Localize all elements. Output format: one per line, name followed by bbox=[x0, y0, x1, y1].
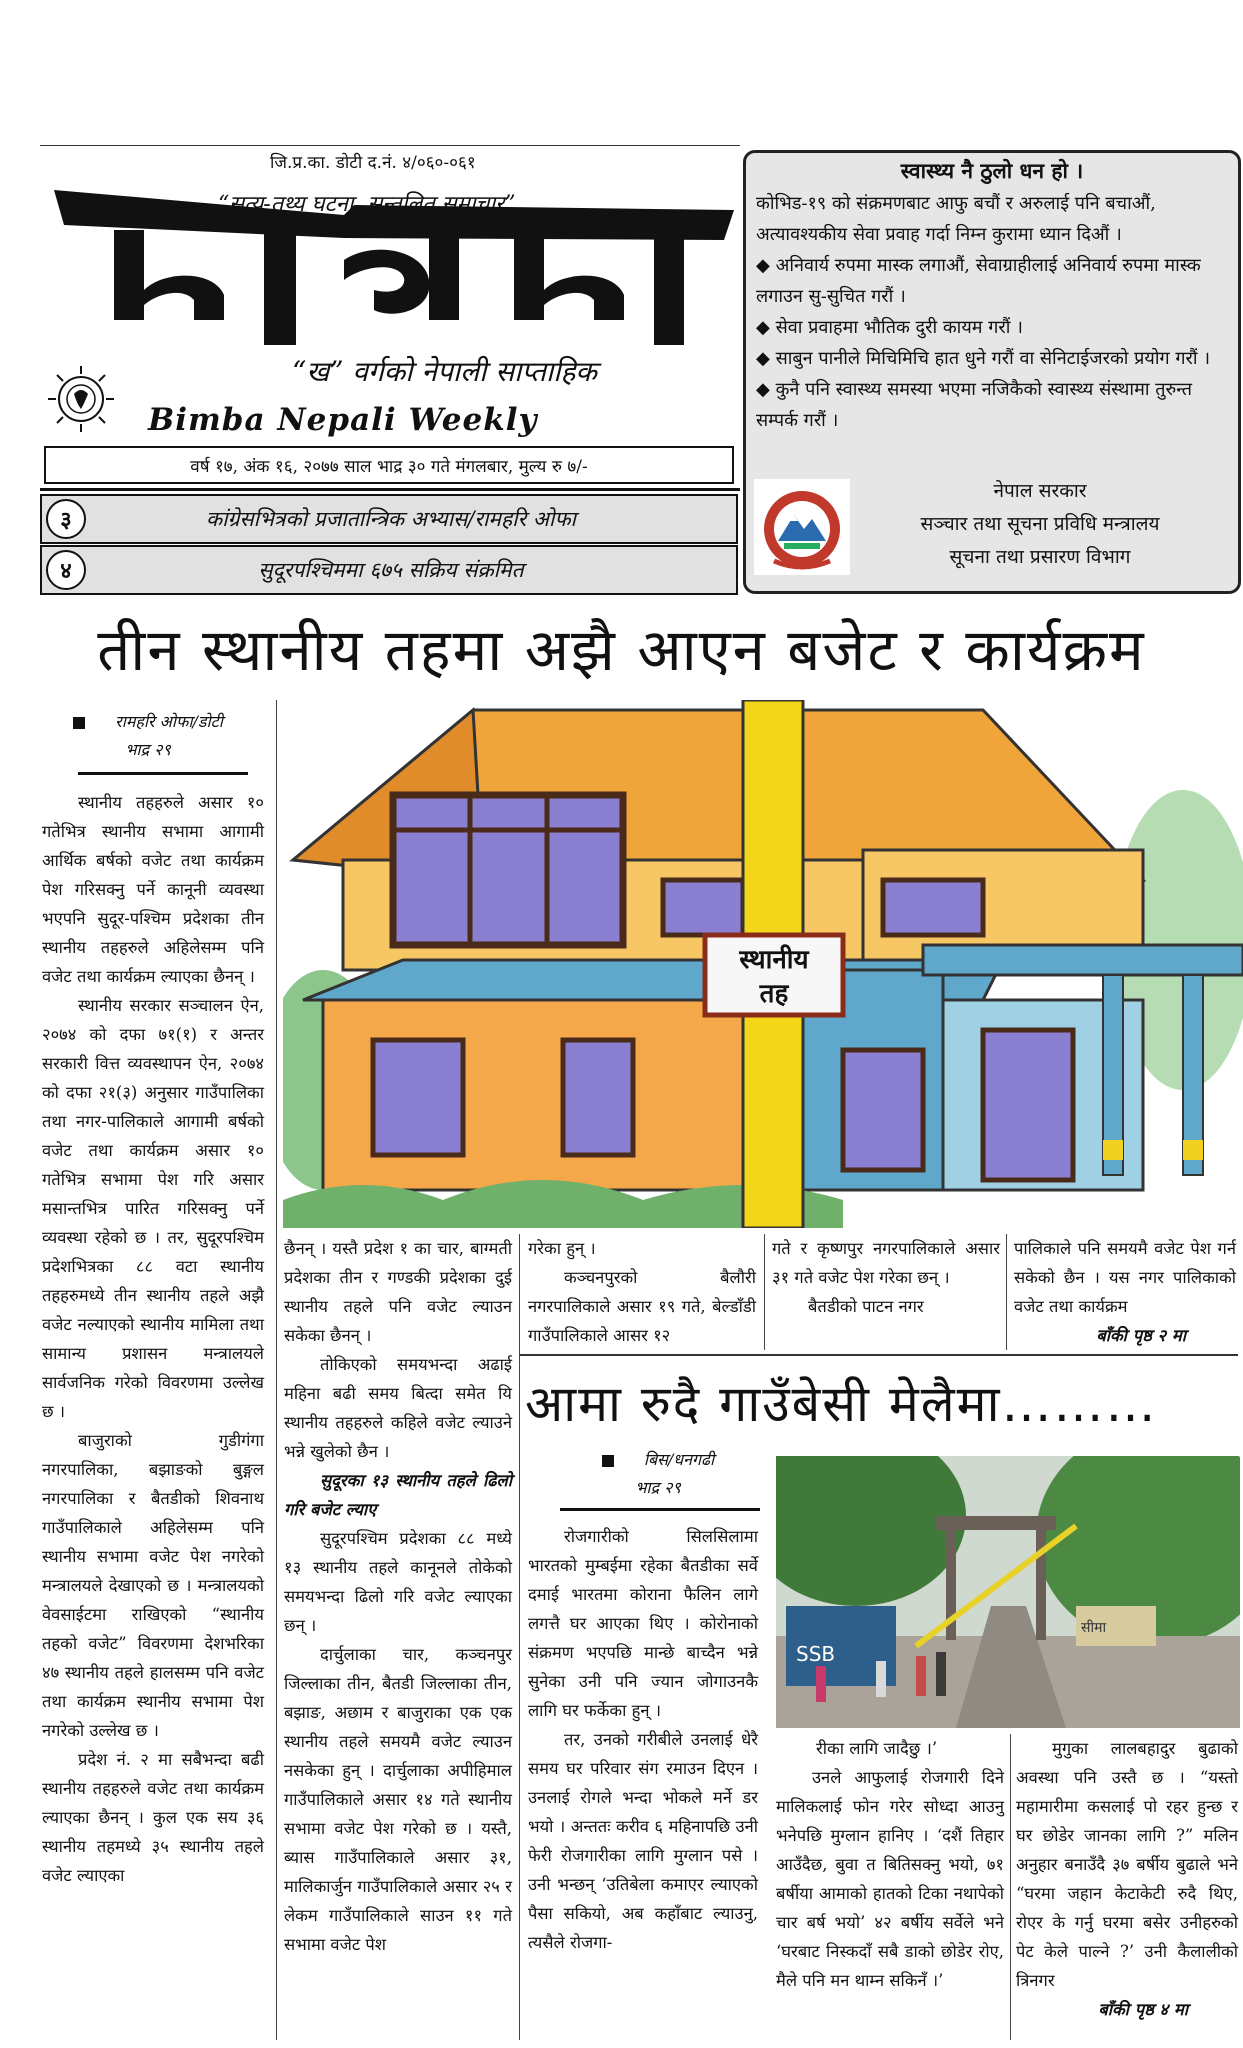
notice-footer bbox=[754, 475, 1230, 583]
column-rule bbox=[1006, 1234, 1007, 1350]
story2-column-2 bbox=[776, 1734, 1004, 1995]
byline-author: रामहरि ओफा/डोटी bbox=[115, 712, 223, 731]
paragraph: बाजुराको गुडीगंगा नगरपालिका, बझाङको बुङ्गल नगरपालिका र बैतडीको शिवनाथ गाउँपालिकाले अहिलेसम्म पनि स्थानीय सभामा वजेट पेश नगरेको मन्त्रालयले देखाएको छ । मन्त्रालयको वेवसाईटमा राखिएको “स्थानीय तहको वजेट” विवरणमा देशभरिका ४७ स्थानीय तहले हालसम्म पनि वजेट तथा कार्यक्रम स्थानीय सभामा पेश नगरेको उल्लेख छ । bbox=[42, 1431, 264, 1740]
continued-note: बाँकी पृष्ठ ४ मा bbox=[1098, 2000, 1188, 2019]
story1-column-5 bbox=[1014, 1234, 1236, 1350]
paragraph: दार्चुलाका चार, कञ्चनपुर जिल्लाका तीन, बैतडी जिल्लाका तीन, बझाङ, अछाम र बाजुराका एक एक स्थानीय तहले समयमै वजेट ल्याउन नसकेका हुन् । दार्चुलाका अपीहिमाल गाउँपालिकाले असार १४ गते स्थानीय सभामा वजेट पेश गरेको छ । यस्तै, ब्यास गाउँपालिकाले असार ३१, मालिकार्जुन गाउँपालिकाले असार २५ र लेकम गाउँपालिकाले साउन ११ गते सभामा वजेट पेश bbox=[284, 1645, 512, 1954]
story1-byline bbox=[48, 708, 248, 764]
byline-author: बिस/धनगढी bbox=[643, 1450, 715, 1469]
story1-column-1 bbox=[42, 788, 264, 1890]
english-name: Bimba Nepali Weekly bbox=[148, 402, 538, 438]
border-crossing-photo bbox=[776, 1456, 1240, 1728]
paragraph: उनले आफुलाई रोजगारी दिने मालिकलाई फोन गरेर सोध्दा आउनु भनेपछि मुग्लान हानिए । ‘दशैं तिहार आउँदैछ, बुवा त बितिसक्नु भयो, ७१ बर्षीया आमाको हातको टिका नथापेको चार बर्ष भयो’ ४२ बर्षीय सर्वेले भने ‘घरबाट निस्कदाँ सबै डाको छोडेर रोए, मैले पनि मन थाम्न सकिनँ ।’ bbox=[776, 1768, 1004, 1990]
paragraph: गरेका हुन् । bbox=[528, 1239, 596, 1258]
column-rule bbox=[1010, 1734, 1011, 2040]
weekly-class-line: “ख” वर्गको नेपाली साप्ताहिक bbox=[292, 355, 597, 388]
sun-emblem-icon bbox=[46, 364, 116, 434]
sign-text: स्थानीय bbox=[739, 945, 809, 975]
section-rule bbox=[520, 1354, 1238, 1356]
photo-sign-text: SSB bbox=[796, 1642, 836, 1666]
government-attribution bbox=[850, 475, 1230, 583]
byline-date: भाद्र २९ bbox=[635, 1478, 681, 1497]
tagline: “सत्य-तथ्य घटना, सन्तुलित समाचार” bbox=[218, 192, 516, 217]
story2-byline bbox=[558, 1446, 758, 1502]
notice-point: ◆ अनिवार्य रुपमा मास्क लगाऔं, सेवाग्राहीलाई अनिवार्य रुपमा मास्क लगाउन सु-सुचित गरौं । bbox=[756, 255, 1201, 307]
teaser-page-number: ४ bbox=[46, 550, 86, 590]
sign-text: तह bbox=[759, 979, 789, 1009]
notice-point: ◆ साबुन पानीले मिचिमिचि हात धुने गरौं वा सेनिटाईजरको प्रयोग गरौं । bbox=[756, 348, 1211, 369]
paragraph: तोकिएको समयभन्दा अढाई महिना बढी समय बित्दा समेत यि स्थानीय तहहरुले कहिले वजेट ल्याउने भन्ने खुलेको छैन । bbox=[284, 1355, 512, 1461]
story2-column-3 bbox=[1016, 1734, 1238, 2024]
paragraph: रीका लागि जादैछु ।’ bbox=[816, 1739, 938, 1758]
issue-info: वर्ष १७, अंक १६, २०७७ साल भाद्र ३० गते मंगलबार, मुल्य रु ७/- bbox=[44, 446, 734, 484]
teaser-page-number: ३ bbox=[46, 499, 86, 539]
notice-point: ◆ सेवा प्रवाहमा भौतिक दुरी कायम गरौं । bbox=[756, 317, 1023, 338]
teaser-page-4[interactable] bbox=[40, 545, 738, 595]
subhead: सुदूरका १३ स्थानीय तहले ढिलो गरि बजेट ल्याए bbox=[284, 1471, 512, 1519]
byline-rule bbox=[78, 772, 248, 775]
paragraph: तर, उनको गरीबीले उनलाई धेरै समय घर परिवार संग रमाउन दिएन । उनलाई रोगले भन्दा भोकले मर्ने डर भयो । अन्ततः करीव ६ महिनापछि उनी फेरी रोजगारीका लागि मुग्लान पसे । उनी भन्छन् ‘उतिबेला कमाएर ल्याएको पैसा सकियो, अब कहाँबाट ल्याउनु, त्यसैले रोजगा- bbox=[528, 1730, 758, 1952]
registration-number: जि.प्र.का. डोटी द.नं. ४/०६०-०६१ bbox=[270, 153, 476, 173]
story1-column-3 bbox=[528, 1234, 756, 1350]
notice-intro: कोभिड-१९ को संक्रमणबाट आफु बचौं र अरुलाई पनि बचाऔं, अत्यावश्यकीय सेवा प्रवाह गर्दा निम्न कुरामा ध्यान दिऔं । bbox=[756, 193, 1156, 245]
story2-column-1 bbox=[528, 1522, 758, 1957]
column-rule bbox=[276, 700, 277, 2040]
org-line: नेपाल सरकार bbox=[993, 480, 1087, 502]
paragraph: गते र कृष्णपुर नगरपालिकाले असार ३१ गते वजेट पेश गरेका छन् । bbox=[772, 1239, 1000, 1287]
paragraph: रोजगारीको सिलसिलामा भारतको मुम्बईमा रहेका बैतडीका सर्वे दमाई भारतमा कोराना फैलिन लागे लगत्तै घर आएका थिए । कोरोनाको संक्रमण भएपछि मान्छे बाच्दैन भन्ने सुनेका उनी पनि ज्यान जोगाउनकै लागि घर फर्केका हुन् । bbox=[528, 1527, 758, 1720]
notice-point: ◆ कुनै पनि स्वास्थ्य समस्या भएमा नजिकैको स्वास्थ्य संस्थामा तुरुन्त सम्पर्क गरौं । bbox=[756, 379, 1193, 431]
teaser-text: सुदूरपश्चिममा ६७५ सक्रिय संक्रमित bbox=[258, 558, 524, 582]
byline-date: भाद्र २९ bbox=[125, 740, 171, 759]
main-headline: तीन स्थानीय तहमा अझै आएन बजेट र कार्यक्रम bbox=[97, 616, 1146, 684]
notice-title: स्वास्थ्य नै ठुलो धन हो । bbox=[900, 158, 1084, 183]
byline-square-icon bbox=[73, 717, 85, 729]
rule bbox=[40, 488, 740, 491]
teaser-page-3[interactable] bbox=[40, 494, 738, 544]
paragraph: प्रदेश नं. २ मा सबैभन्दा बढी स्थानीय तहहरुले वजेट तथा कार्यक्रम ल्याएका छैनन् । कुल एक सय ३६ स्थानीय तहमध्ये ३५ स्थानीय तहले वजेट ल्याएका bbox=[42, 1750, 264, 1885]
teaser-text: कांग्रेसभित्रको प्रजातान्त्रिक अभ्यास/रामहरि ओफा bbox=[206, 507, 576, 531]
paragraph: सुदूरपश्चिम प्रदेशका ८८ मध्ये १३ स्थानीय तहले कानूनले तोकेको समयभन्दा ढिलो गरि वजेट ल्याएका छन् । bbox=[284, 1529, 512, 1635]
photo-sign-text: सीमा bbox=[1081, 1620, 1107, 1636]
paragraph: बैतडीको पाटन नगर bbox=[808, 1297, 924, 1316]
continued-note: बाँकी पृष्ठ २ मा bbox=[1096, 1326, 1186, 1345]
paragraph: स्थानीय तहहरुले असार १० गतेभित्र स्थानीय सभामा आगामी आर्थिक बर्षको वजेट तथा कार्यक्रम पेश गरिसक्नु पर्ने कानूनी व्यवस्था भएपनि सुदूर-पश्चिम प्रदेशका तीन स्थानीय तहहरुले अहिलेसम्म पनि वजेट तथा कार्यक्रम ल्याएका छैनन् । bbox=[42, 793, 264, 986]
byline-rule bbox=[560, 1508, 760, 1511]
story1-column-2 bbox=[284, 1234, 512, 1959]
local-government-building-illustration bbox=[283, 700, 1243, 1228]
top-rule bbox=[40, 145, 740, 146]
org-line: सञ्चार तथा सूचना प्रविधि मन्त्रालय bbox=[920, 513, 1160, 535]
column-rule bbox=[764, 1234, 765, 1350]
paragraph: छैनन् । यस्तै प्रदेश १ का चार, बाग्मती प्रदेशका तीन र गण्डकी प्रदेशका दुई स्थानीय तहले पनि वजेट ल्याउन सकेका छैनन् । bbox=[284, 1239, 512, 1345]
health-notice-box bbox=[743, 150, 1241, 594]
story1-column-4 bbox=[772, 1234, 1000, 1321]
paragraph: कञ्चनपुरको बैलौरी नगरपालिकाले असार १९ गते, बेल्डाँडी गाउँपालिकाले आसर १२ bbox=[528, 1268, 756, 1345]
paragraph: पालिकाले पनि समयमै वजेट पेश गर्न सकेको छैन । यस नगर पालिकाको वजेट तथा कार्यक्रम bbox=[1014, 1239, 1236, 1316]
paragraph: मुगुका लालबहादुर बुढाको अवस्था पनि उस्तै छ । “यस्तो महामारीमा कसलाई पो रहर हुन्छ र घर छोडेर जानका लागि ?” मलिन अनुहार बनाउँदै ३७ बर्षीय बुढाले भने “घरमा जहान केटाकेटी रुदै थिए, रोएर के गर्नु घरमा बसेर उनीहरुको पेट केले पाल्ने ?’ उनी कैलालीको त्रिनगर bbox=[1016, 1739, 1238, 1990]
paragraph: स्थानीय सरकार सञ्चालन ऐन, २०७४ को दफा ७१(१) र अन्तर सरकारी वित्त व्यवस्थापन ऐन, २०७४ को दफा २१(३) अनुसार गाउँपालिका तथा नगर-पालिकाले आगामी बर्षको वजेट तथा कार्यक्रम असार १० गतेभित्र सभामा पेश गरि असार मसान्तभित्र पारित गरिसक्नु पर्ने व्यवस्था रहेको छ । तर, सुदूरपश्चिम प्रदेशभित्रका ८८ वटा स्थानीय तहहरुमध्ये तीन स्थानीय तहले अझै वजेट नल्याएको स्थानीय मामिला तथा सामान्य प्रशासन मन्त्रालयले सार्वजनिक गरेको विवरणमा उल्लेख छ । bbox=[42, 996, 264, 1421]
org-line: सूचना तथा प्रसारण विभाग bbox=[949, 546, 1131, 568]
byline-square-icon bbox=[602, 1455, 614, 1467]
second-headline: आमा रुदै गाउँबेसी मेलैमा……… bbox=[525, 1375, 1158, 1433]
nepal-government-emblem-icon bbox=[754, 479, 850, 575]
